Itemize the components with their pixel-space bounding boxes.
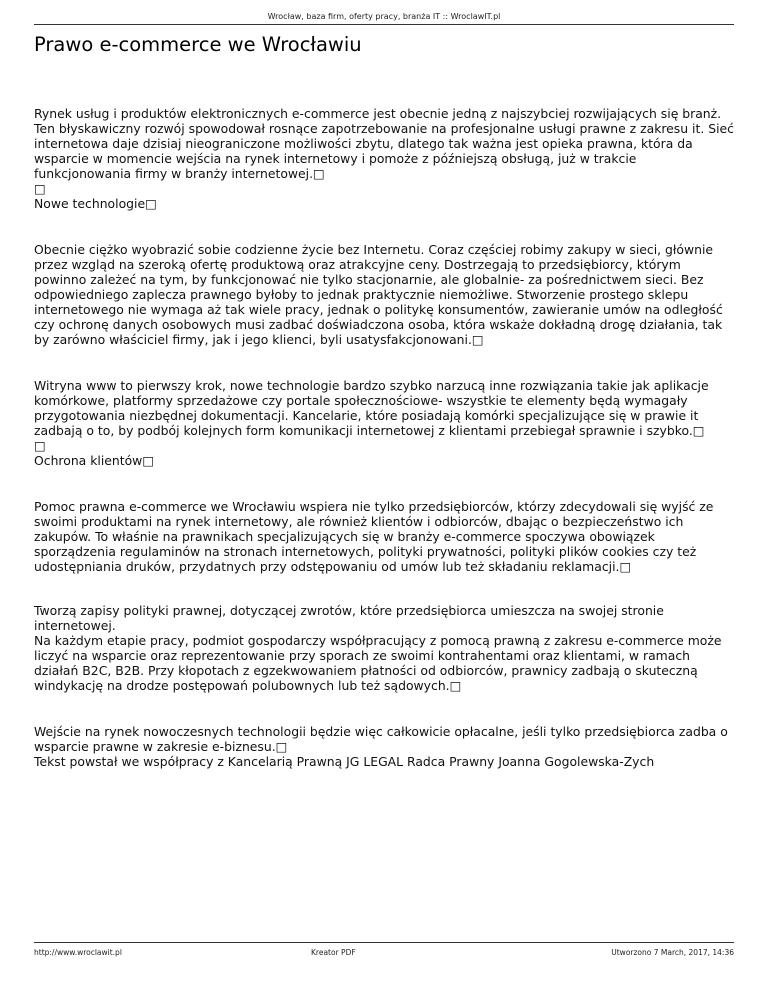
header-divider [34,24,734,25]
footer-divider [34,942,734,943]
paragraph-policies: Tworzą zapisy polityki prawnej, dotyczącej zwrotów, które przedsiębiorca umieszcza na swojej stronie internetowej. Na każdym etapie pracy, podmiot gospodarczy współpracujący z pomocą prawną z zakresu e-commerce może liczyć na wsparcie oraz reprezentowanie przy sporach ze swoimi kontrahentami oraz klientami, w ramach działań B2C, B2B. Przy kłopotach z egzekwowaniem płatności od odbiorców, prawnicy zadbają o skuteczną windykację na drodze postępowań polubownych lub też sądowych.□ [34,603,722,693]
footer-url[interactable]: http://www.wroclawit.pl [34,948,122,957]
footer-generator: Kreator PDF [311,948,356,957]
paragraph-new-technologies: Obecnie ciężko wyobrazić sobie codzienne życie bez Internetu. Coraz częściej robimy zakupy w sieci, głównie przez wzgląd na szeroką ofertę produktową oraz atrakcyjne ceny. Dostrzegają to przedsiębiorcy, którym powinno zależeć na tym, by funkcjonować nie tylko stacjonarnie, ale globalnie- za pośrednictwem sieci. Bez odpowiedniego zaplecza prawnego byłoby to jednak praktycznie niemożliwe. Stworzenie prostego sklepu internetowego nie wymaga aż tak wiele pracy, jednak o politykę konsumentów, zawieranie umów na odległość czy ochronę danych osobowych musi zadbać doświadczona osoba, która wskaże dokładną drogę działania, tak by zarówno właściciel firmy, jak i jego klienci, byli usatysfakcjonowani.□ [34,242,723,347]
page-title: Prawo e-commerce we Wrocławiu [34,33,362,56]
footer-created-date: Utworzono 7 March, 2017, 14:36 [611,948,734,957]
paragraph-website: Witryna www to pierwszy krok, nowe technologie bardzo szybko narzucą inne rozwiązania takie jak aplikacje komórkowe, platformy sprzedażowe czy portale społecznościowe- wszystkie te elementy będą wymagały przygotowania niezbędnej dokumentacji. Kancelarie, które posiadają komórki specjalizujące się w prawie it zadbają o to, by podbój kolejnych form komunikacji internetowej z klientami przebiegał sprawnie i szybko.□ □ Ochrona klientów□ [34,378,709,468]
paragraph-client-protection: Pomoc prawna e-commerce we Wrocławiu wspiera nie tylko przedsiębiorców, którzy zdecydowali się wyjść ze swoimi produktami na rynek internetowy, ale również klientów i odbiorców, dbając o bezpieczeństwo ich zakupów. To właśnie na prawnikach specjalizujących się w branży e-commerce spoczywa obowiązek sporządzenia regulaminów na stronach internetowych, polityki prywatności, polityki plików cookies czy też udostępniania druków, przydatnych przy odstępowaniu od umów lub też składaniu reklamacji.□ [34,499,714,574]
article-body [34,106,734,769]
page-header: Wrocław, baza firm, oferty pracy, branża IT :: WroclawIT.pl [267,12,501,21]
paragraph-conclusion: Wejście na rynek nowoczesnych technologii będzie więc całkowicie opłacalne, jeśli tylko przedsiębiorca zadba o wsparcie prawne w zakresie e-biznesu.□ Tekst powstał we współpracy z Kancelarią Prawną JG LEGAL Radca Prawny Joanna Gogolewska-Zych [34,724,728,769]
paragraph-intro: Rynek usług i produktów elektronicznych e-commerce jest obecnie jedną z najszybciej rozwijających się branż. Ten błyskawiczny rozwój spowodował rosnące zapotrzebowanie na profesjonalne usługi prawne z zakresu it. Sieć internetowa daje dzisiaj nieograniczone możliwości zbytu, dlatego tak ważna jest opieka prawna, która da wsparcie w momencie wejścia na rynek internetowy i pomoże z późniejszą obsługą, już w trakcie funkcjonowania firmy w branży internetowej.□ □ Nowe technologie□ [34,106,734,211]
